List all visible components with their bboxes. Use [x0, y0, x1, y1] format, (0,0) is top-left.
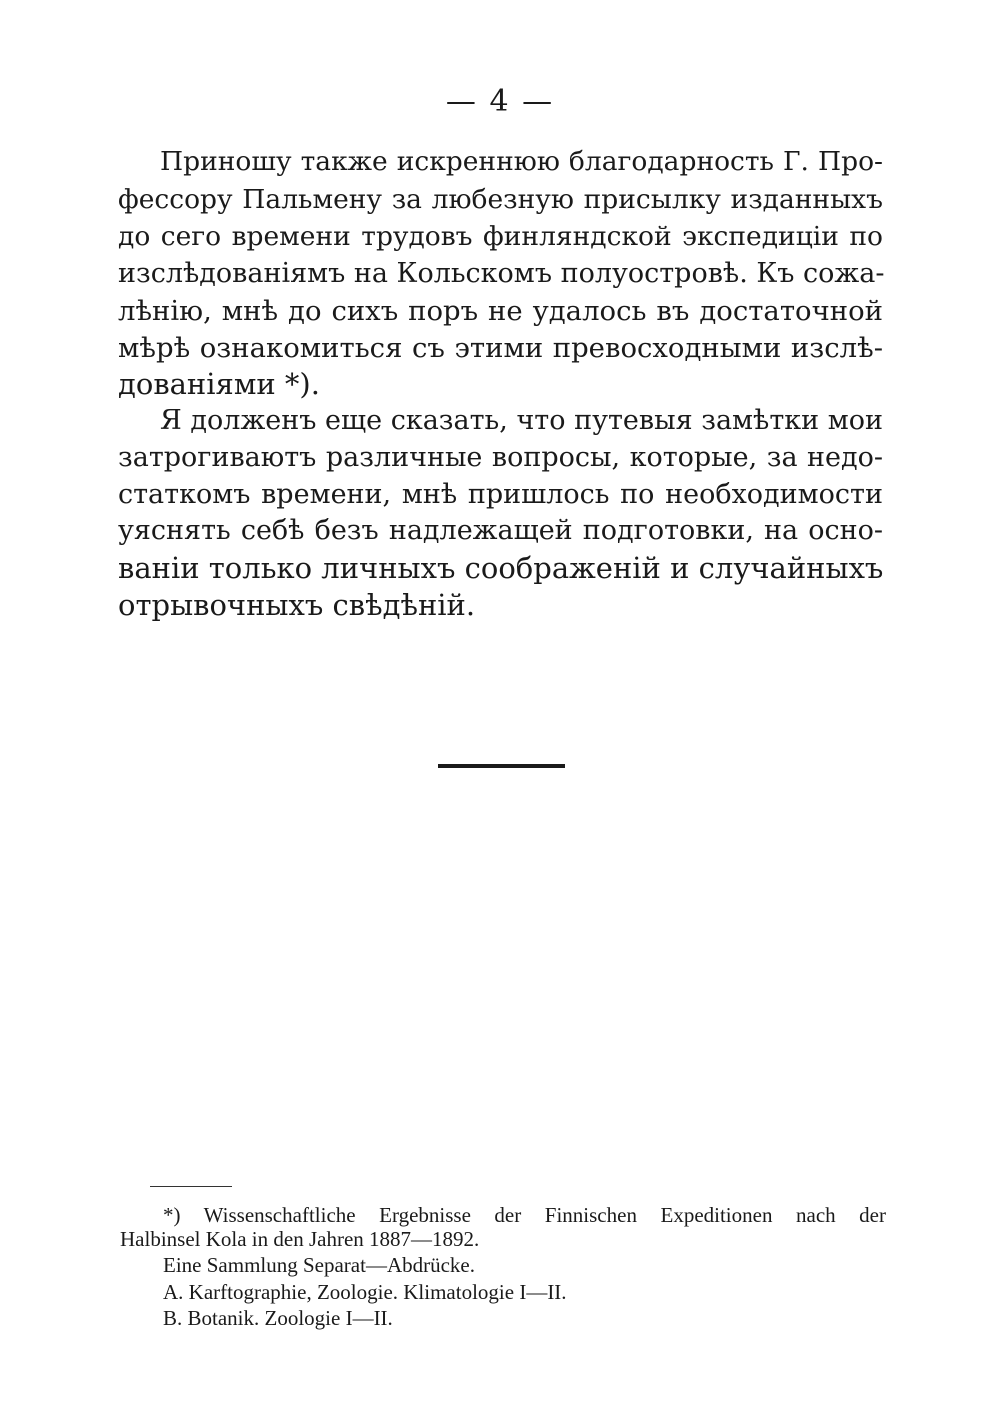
text-line: уяснять себѣ безъ надлежащей подготовки, на осно-	[118, 515, 883, 546]
footnote-line: Halbinsel Kola in den Jahren 1887—1892.	[120, 1227, 480, 1251]
text-line: лѣнію, мнѣ до сихъ поръ не удалось въ достаточной	[118, 295, 883, 327]
text-line: дованіями *).	[118, 367, 320, 401]
text-line: фессору Пальмену за любезную присылку изданныхъ	[118, 184, 883, 215]
footnote-line: A. Karftographie, Zoologie. Klimatologie I—II.	[163, 1280, 567, 1304]
text-line: Я долженъ еще сказать, что путевыя замѣтки мои	[160, 405, 883, 436]
text-line: затрогиваютъ различные вопросы, которые, за недо-	[118, 442, 883, 473]
footnote-line: Eine Sammlung Separat—Abdrücke.	[163, 1253, 476, 1277]
text-line: отрывочныхъ свѣдѣній.	[118, 588, 476, 622]
footnote-rule	[150, 1186, 232, 1187]
footnote-line: *) Wissenschaftliche Ergebnisse der Finnischen Expeditionen nach der	[163, 1203, 886, 1227]
section-divider	[438, 764, 565, 768]
text-line: Приношу также искреннюю благодарность Г. Про-	[160, 146, 883, 177]
footnote-line: B. Botanik. Zoologie I—II.	[163, 1306, 393, 1330]
text-line: статкомъ времени, мнѣ пришлось по необходимости	[118, 479, 883, 510]
text-line: изслѣдованіямъ на Кольскомъ полуостровѣ. Къ сожа-	[118, 258, 885, 289]
text-line: мѣрѣ ознакомиться съ этими превосходными изслѣ-	[118, 332, 883, 364]
text-line: до сего времени трудовъ финляндской экспедиціи по	[118, 221, 883, 252]
page-number: — 4 —	[445, 84, 555, 119]
text-line: ваніи только личныхъ соображеній и случайныхъ	[118, 551, 884, 585]
